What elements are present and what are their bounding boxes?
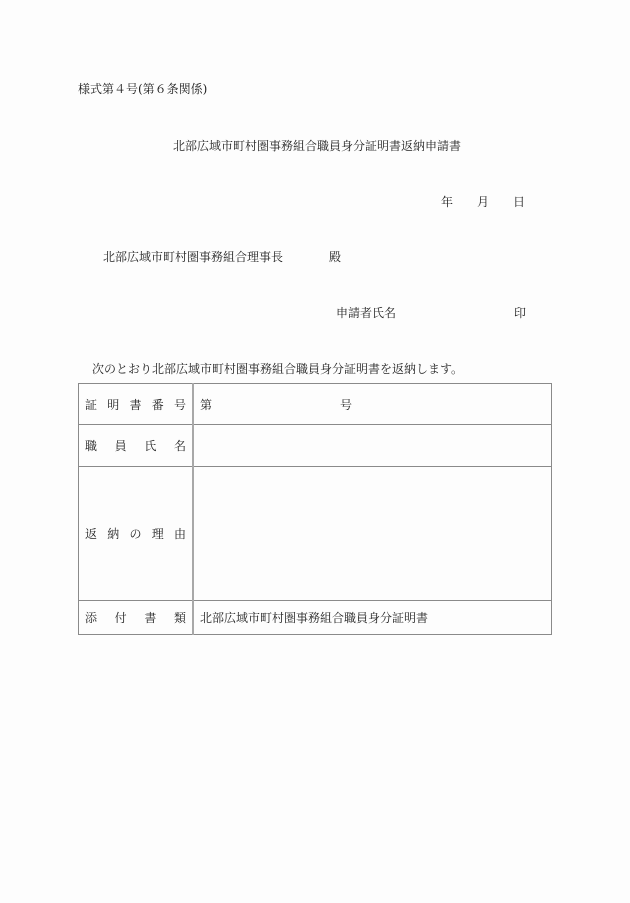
document-title: 北部広域市町村圏事務組合職員身分証明書返納申請書 [173, 139, 462, 153]
label-certificate-number: 証 明 書 番 号 [79, 384, 194, 425]
form-table [78, 383, 552, 635]
addressee-honorific: 殿 [329, 250, 342, 264]
attachments-value: 北部広域市町村圏事務組合職員身分証明書 [193, 601, 552, 635]
certificate-number-field[interactable] [193, 384, 552, 425]
label-return-reason: 返 納 の 理 由 [79, 467, 194, 601]
month-label: 月 [477, 195, 490, 209]
employee-name-field[interactable] [193, 425, 552, 467]
table-row-employee-name [79, 425, 552, 467]
form-number: 様式第４号(第６条関係) [78, 82, 208, 96]
table-row-attachments [79, 601, 552, 635]
seal-mark: 印 [514, 306, 527, 320]
applicant-name-label: 申請者氏名 [336, 306, 397, 320]
applicant-line [336, 304, 526, 321]
table-row-return-reason [79, 467, 552, 601]
addressee [103, 248, 341, 265]
addressee-name: 北部広域市町村圏事務組合理事長 [103, 250, 284, 264]
certificate-number-prefix: 第 [200, 397, 213, 412]
date-line [441, 193, 525, 210]
day-label: 日 [513, 195, 526, 209]
label-employee-name: 職 員 氏 名 [79, 425, 194, 467]
label-attachments: 添 付 書 類 [79, 601, 194, 635]
year-label: 年 [441, 195, 454, 209]
table-row-certificate-number [79, 384, 552, 425]
intro-text: 次のとおり北部広域市町村圏事務組合職員身分証明書を返納します。 [92, 362, 464, 376]
return-reason-field[interactable] [193, 467, 552, 601]
certificate-number-suffix: 号 [340, 397, 353, 412]
